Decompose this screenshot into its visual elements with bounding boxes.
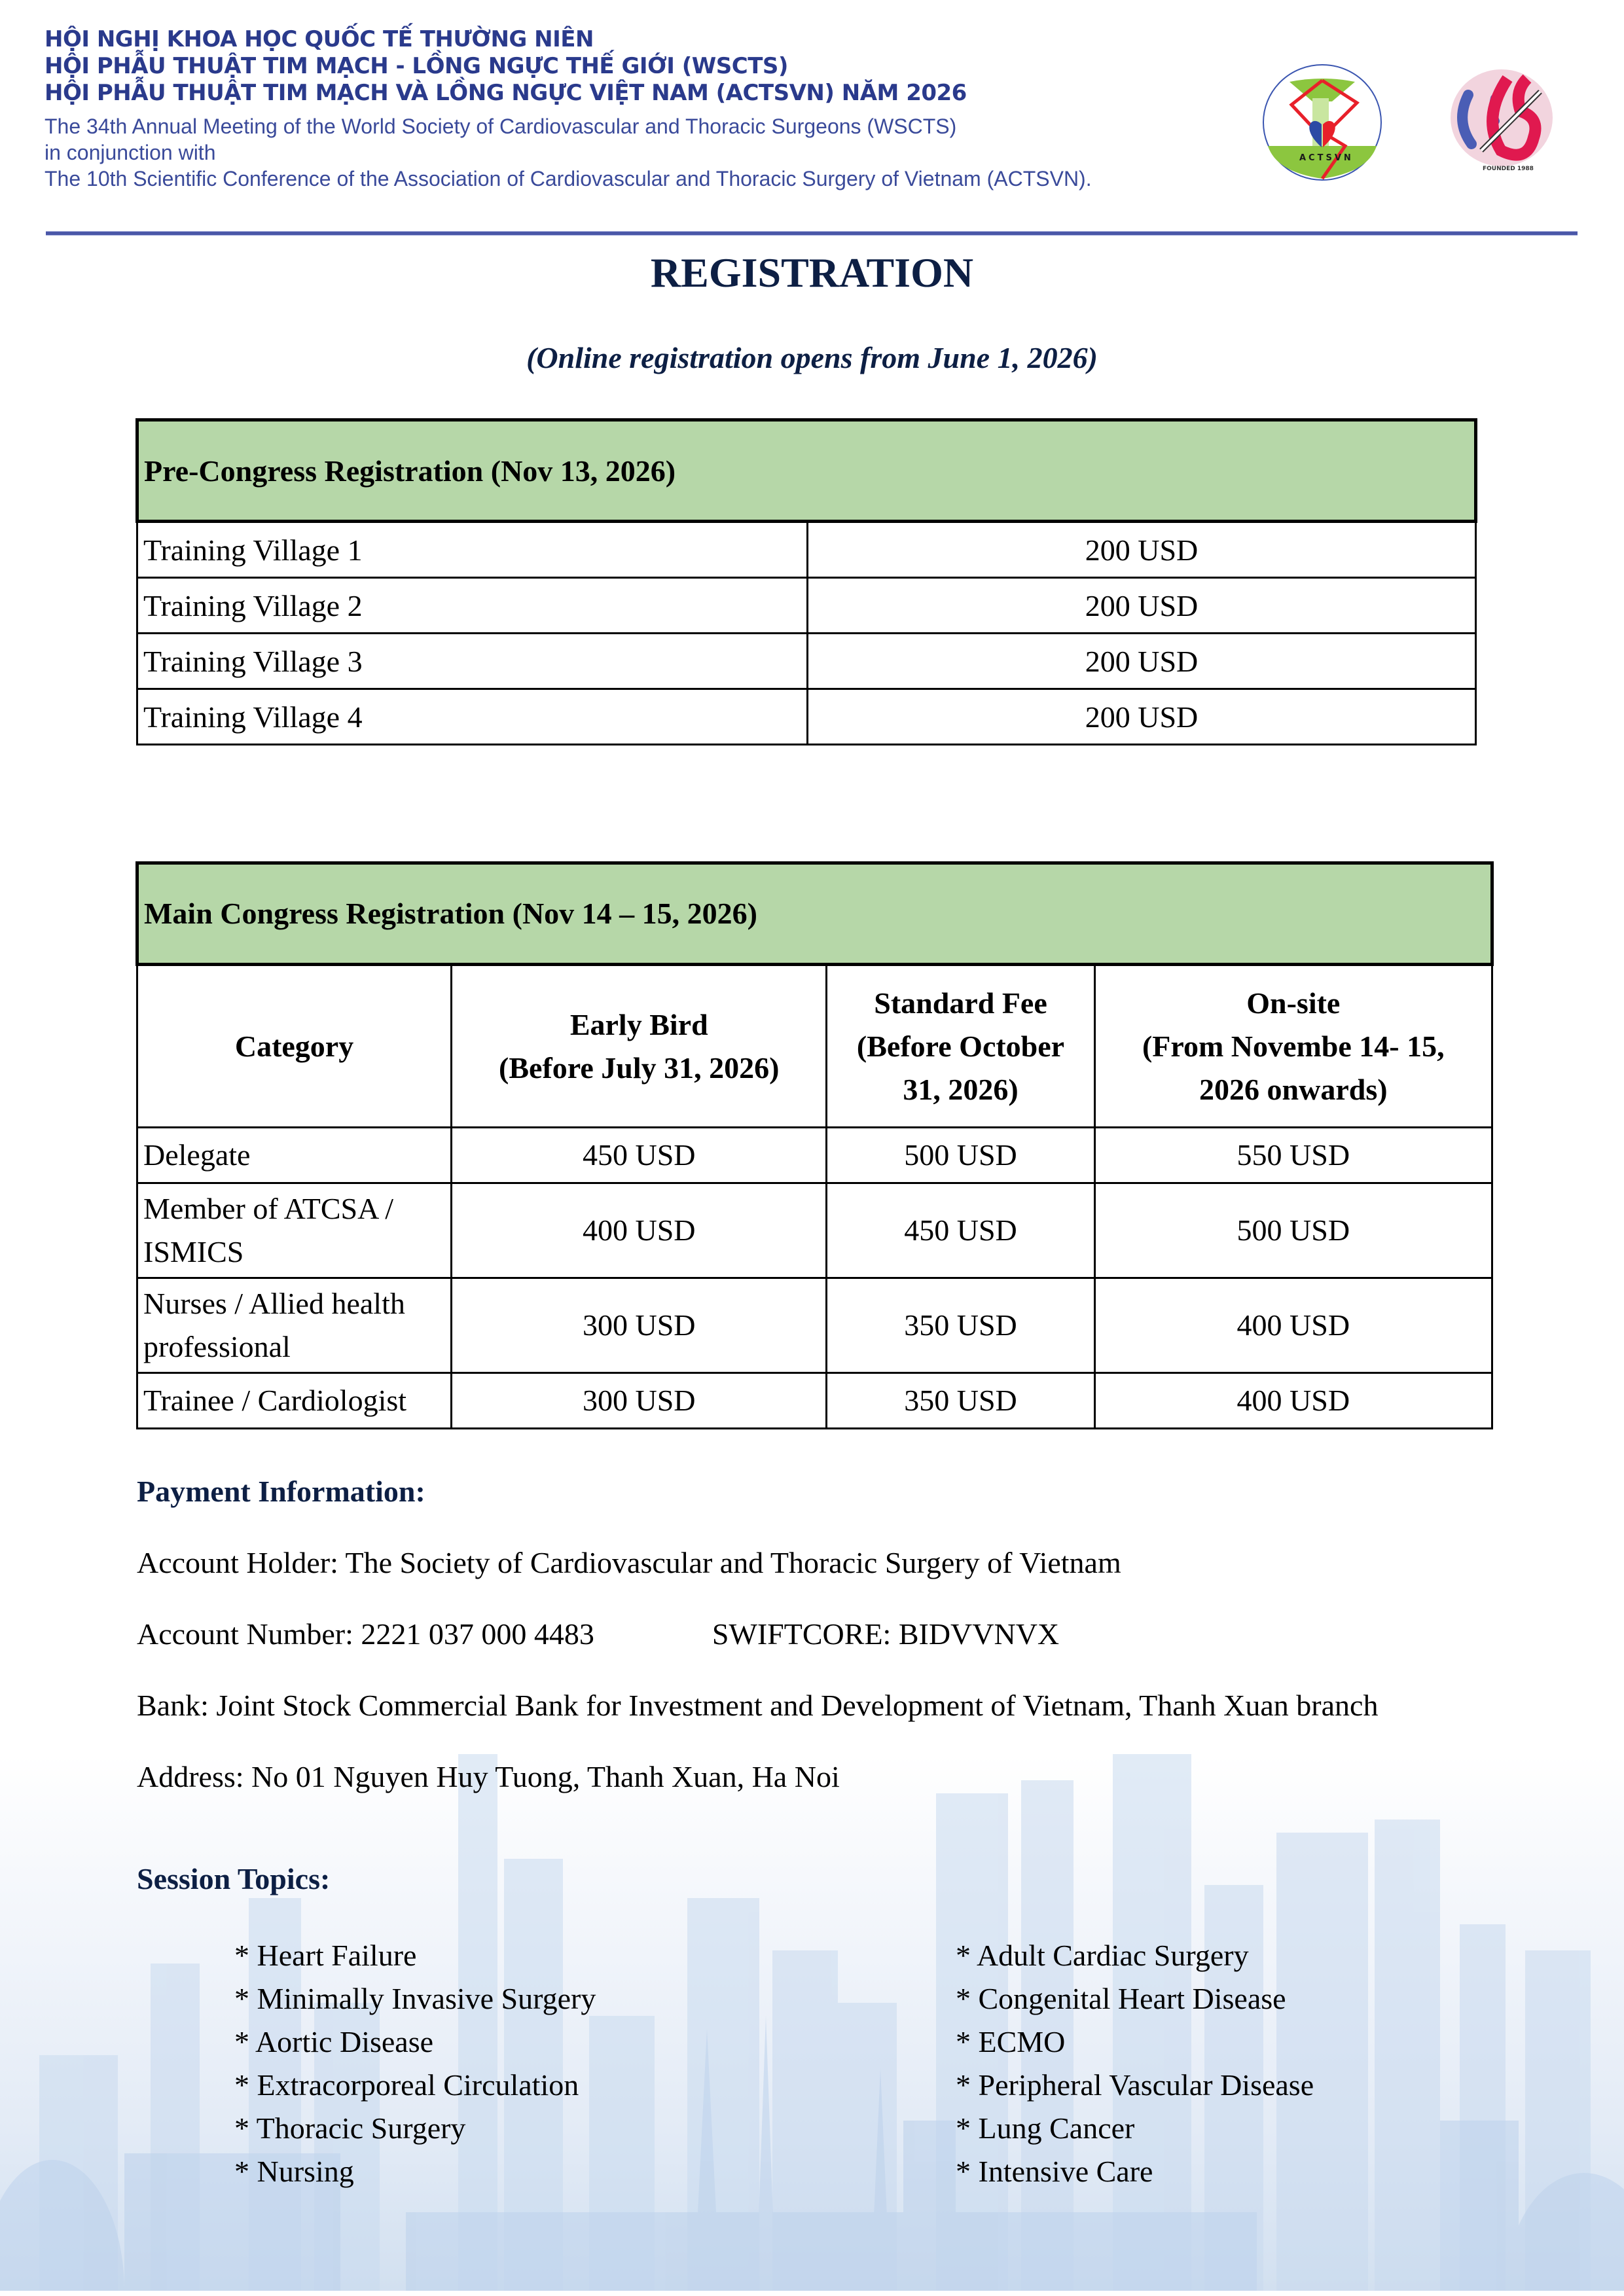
main-congress-heading: Main Congress Registration (Nov 14 – 15, 2026) <box>137 863 1492 965</box>
list-item: * Adult Cardiac Surgery <box>956 1939 1249 1972</box>
item-price: 200 USD <box>808 689 1476 745</box>
standard-price: 350 USD <box>827 1278 1094 1373</box>
list-item: * Thoracic Surgery <box>234 2111 466 2145</box>
category-line: Delegate <box>143 1138 251 1172</box>
table-row <box>137 634 1476 689</box>
table-row <box>137 1183 1492 1278</box>
category-cell <box>137 1278 452 1373</box>
category-line: Nurses / Allied health <box>143 1287 405 1320</box>
swift-code: SWIFTCORE: BIDVVNVX <box>712 1617 1060 1651</box>
category-cell <box>137 1183 452 1278</box>
standard-price: 350 USD <box>827 1373 1094 1429</box>
item-name: Training Village 3 <box>137 634 808 689</box>
list-item: * Aortic Disease <box>234 2025 434 2058</box>
header-line: 2026 onwards) <box>1199 1072 1388 1106</box>
topics-list-right <box>956 1934 1314 2193</box>
header-line: (From Novembe 14- 15, <box>1142 1029 1445 1063</box>
list-item: * ECMO <box>956 2025 1066 2058</box>
early-bird-price: 450 USD <box>452 1128 827 1183</box>
payment-title: Payment Information: <box>137 1475 425 1508</box>
page-title: REGISTRATION <box>650 249 974 296</box>
list-item: * Intensive Care <box>956 2155 1153 2188</box>
onsite-price: 550 USD <box>1094 1128 1492 1183</box>
list-item: * Lung Cancer <box>956 2111 1135 2145</box>
list-item: * Minimally Invasive Surgery <box>234 1982 596 2015</box>
column-header-early-bird <box>452 965 827 1128</box>
column-header-row <box>137 965 1492 1128</box>
bank-name: Bank: Joint Stock Commercial Bank for Investment and Development of Vietnam, Thanh Xuan branch <box>137 1689 1379 1722</box>
category-line: ISMICS <box>143 1235 244 1268</box>
standard-price: 500 USD <box>827 1128 1094 1183</box>
en-subtitle-line-1: The 34th Annual Meeting of the World Society of Cardiovascular and Thoracic Surgeons (WSCTS) <box>45 115 957 138</box>
list-item: * Heart Failure <box>234 1939 417 1972</box>
early-bird-price: 300 USD <box>452 1278 827 1373</box>
list-item: * Peripheral Vascular Disease <box>956 2068 1314 2102</box>
en-subtitle-line-2: in conjunction with <box>45 141 216 164</box>
vn-title-line-1: HỘI NGHỊ KHOA HỌC QUỐC TẾ THƯỜNG NIÊN <box>45 26 594 52</box>
account-number-line <box>137 1617 1378 1651</box>
vn-title-line-2: HỘI PHẪU THUẬT TIM MẠCH - LỒNG NGỰC THẾ GIỚI (WSCTS) <box>45 53 788 79</box>
header-line: (Before October <box>856 1029 1065 1063</box>
topics-list-left <box>234 1934 596 2193</box>
onsite-price: 500 USD <box>1094 1183 1492 1278</box>
early-bird-price: 400 USD <box>452 1183 827 1278</box>
svg-text:ACTSVN: ACTSVN <box>1299 153 1354 163</box>
item-price: 200 USD <box>808 634 1476 689</box>
header-line: Category <box>234 1029 354 1063</box>
column-header-category <box>137 965 452 1128</box>
table-row <box>137 578 1476 634</box>
category-cell <box>137 1128 452 1183</box>
actsvn-logo-icon <box>1260 62 1384 183</box>
item-name: Training Village 1 <box>137 522 808 578</box>
table-row <box>137 1278 1492 1373</box>
onsite-price: 400 USD <box>1094 1373 1492 1429</box>
svg-text:FOUNDED 1988: FOUNDED 1988 <box>1483 166 1534 172</box>
category-line: Trainee / Cardiologist <box>143 1384 407 1417</box>
table-row <box>137 1128 1492 1183</box>
early-bird-price: 300 USD <box>452 1373 827 1429</box>
header-divider <box>46 231 1578 236</box>
item-name: Training Village 4 <box>137 689 808 745</box>
actsvn-logo <box>1260 62 1384 183</box>
standard-price: 450 USD <box>827 1183 1094 1278</box>
list-item: * Nursing <box>234 2155 354 2188</box>
pre-congress-heading: Pre-Congress Registration (Nov 13, 2026) <box>137 420 1476 522</box>
account-holder: Account Holder: The Society of Cardiovascular and Thoracic Surgery of Vietnam <box>137 1546 1121 1579</box>
payment-information <box>137 1474 1378 1794</box>
vn-title-line-3: HỘI PHẪU THUẬT TIM MẠCH VÀ LỒNG NGỰC VIỆT NAM (ACTSVN) NĂM 2026 <box>45 80 967 106</box>
category-cell <box>137 1373 452 1429</box>
main-congress-table <box>135 861 1494 1429</box>
column-header-standard-fee <box>827 965 1094 1128</box>
wscts-logo-icon <box>1442 65 1561 173</box>
header-line: (Before July 31, 2026) <box>499 1050 780 1085</box>
category-line: Member of ATCSA / <box>143 1192 394 1225</box>
registration-opening-note: (Online registration opens from June 1, 2026) <box>526 341 1098 374</box>
item-name: Training Village 2 <box>137 578 808 634</box>
pre-congress-table <box>135 418 1477 745</box>
account-number: Account Number: 2221 037 000 4483 <box>137 1617 594 1651</box>
en-subtitle-line-3: The 10th Scientific Conference of the Association of Cardiovascular and Thoracic Surgery of Vietnam (ACTSVN). <box>45 167 1092 190</box>
table-row <box>137 522 1476 578</box>
conference-header <box>45 26 1092 192</box>
onsite-price: 400 USD <box>1094 1278 1492 1373</box>
session-topics-title: Session Topics: <box>137 1862 331 1895</box>
header-line: On-site <box>1246 986 1341 1020</box>
table-row <box>137 689 1476 745</box>
header-line: Standard Fee <box>874 986 1047 1020</box>
header-line: Early Bird <box>569 1007 708 1041</box>
list-item: * Extracorporeal Circulation <box>234 2068 579 2102</box>
bank-address: Address: No 01 Nguyen Huy Tuong, Thanh Xuan, Ha Noi <box>137 1760 840 1793</box>
table-row <box>137 1373 1492 1429</box>
column-header-on-site <box>1094 965 1492 1128</box>
item-price: 200 USD <box>808 578 1476 634</box>
header-line: 31, 2026) <box>903 1072 1019 1106</box>
category-line: professional <box>143 1330 291 1363</box>
wscts-logo <box>1442 65 1561 173</box>
item-price: 200 USD <box>808 522 1476 578</box>
list-item: * Congenital Heart Disease <box>956 1982 1286 2015</box>
